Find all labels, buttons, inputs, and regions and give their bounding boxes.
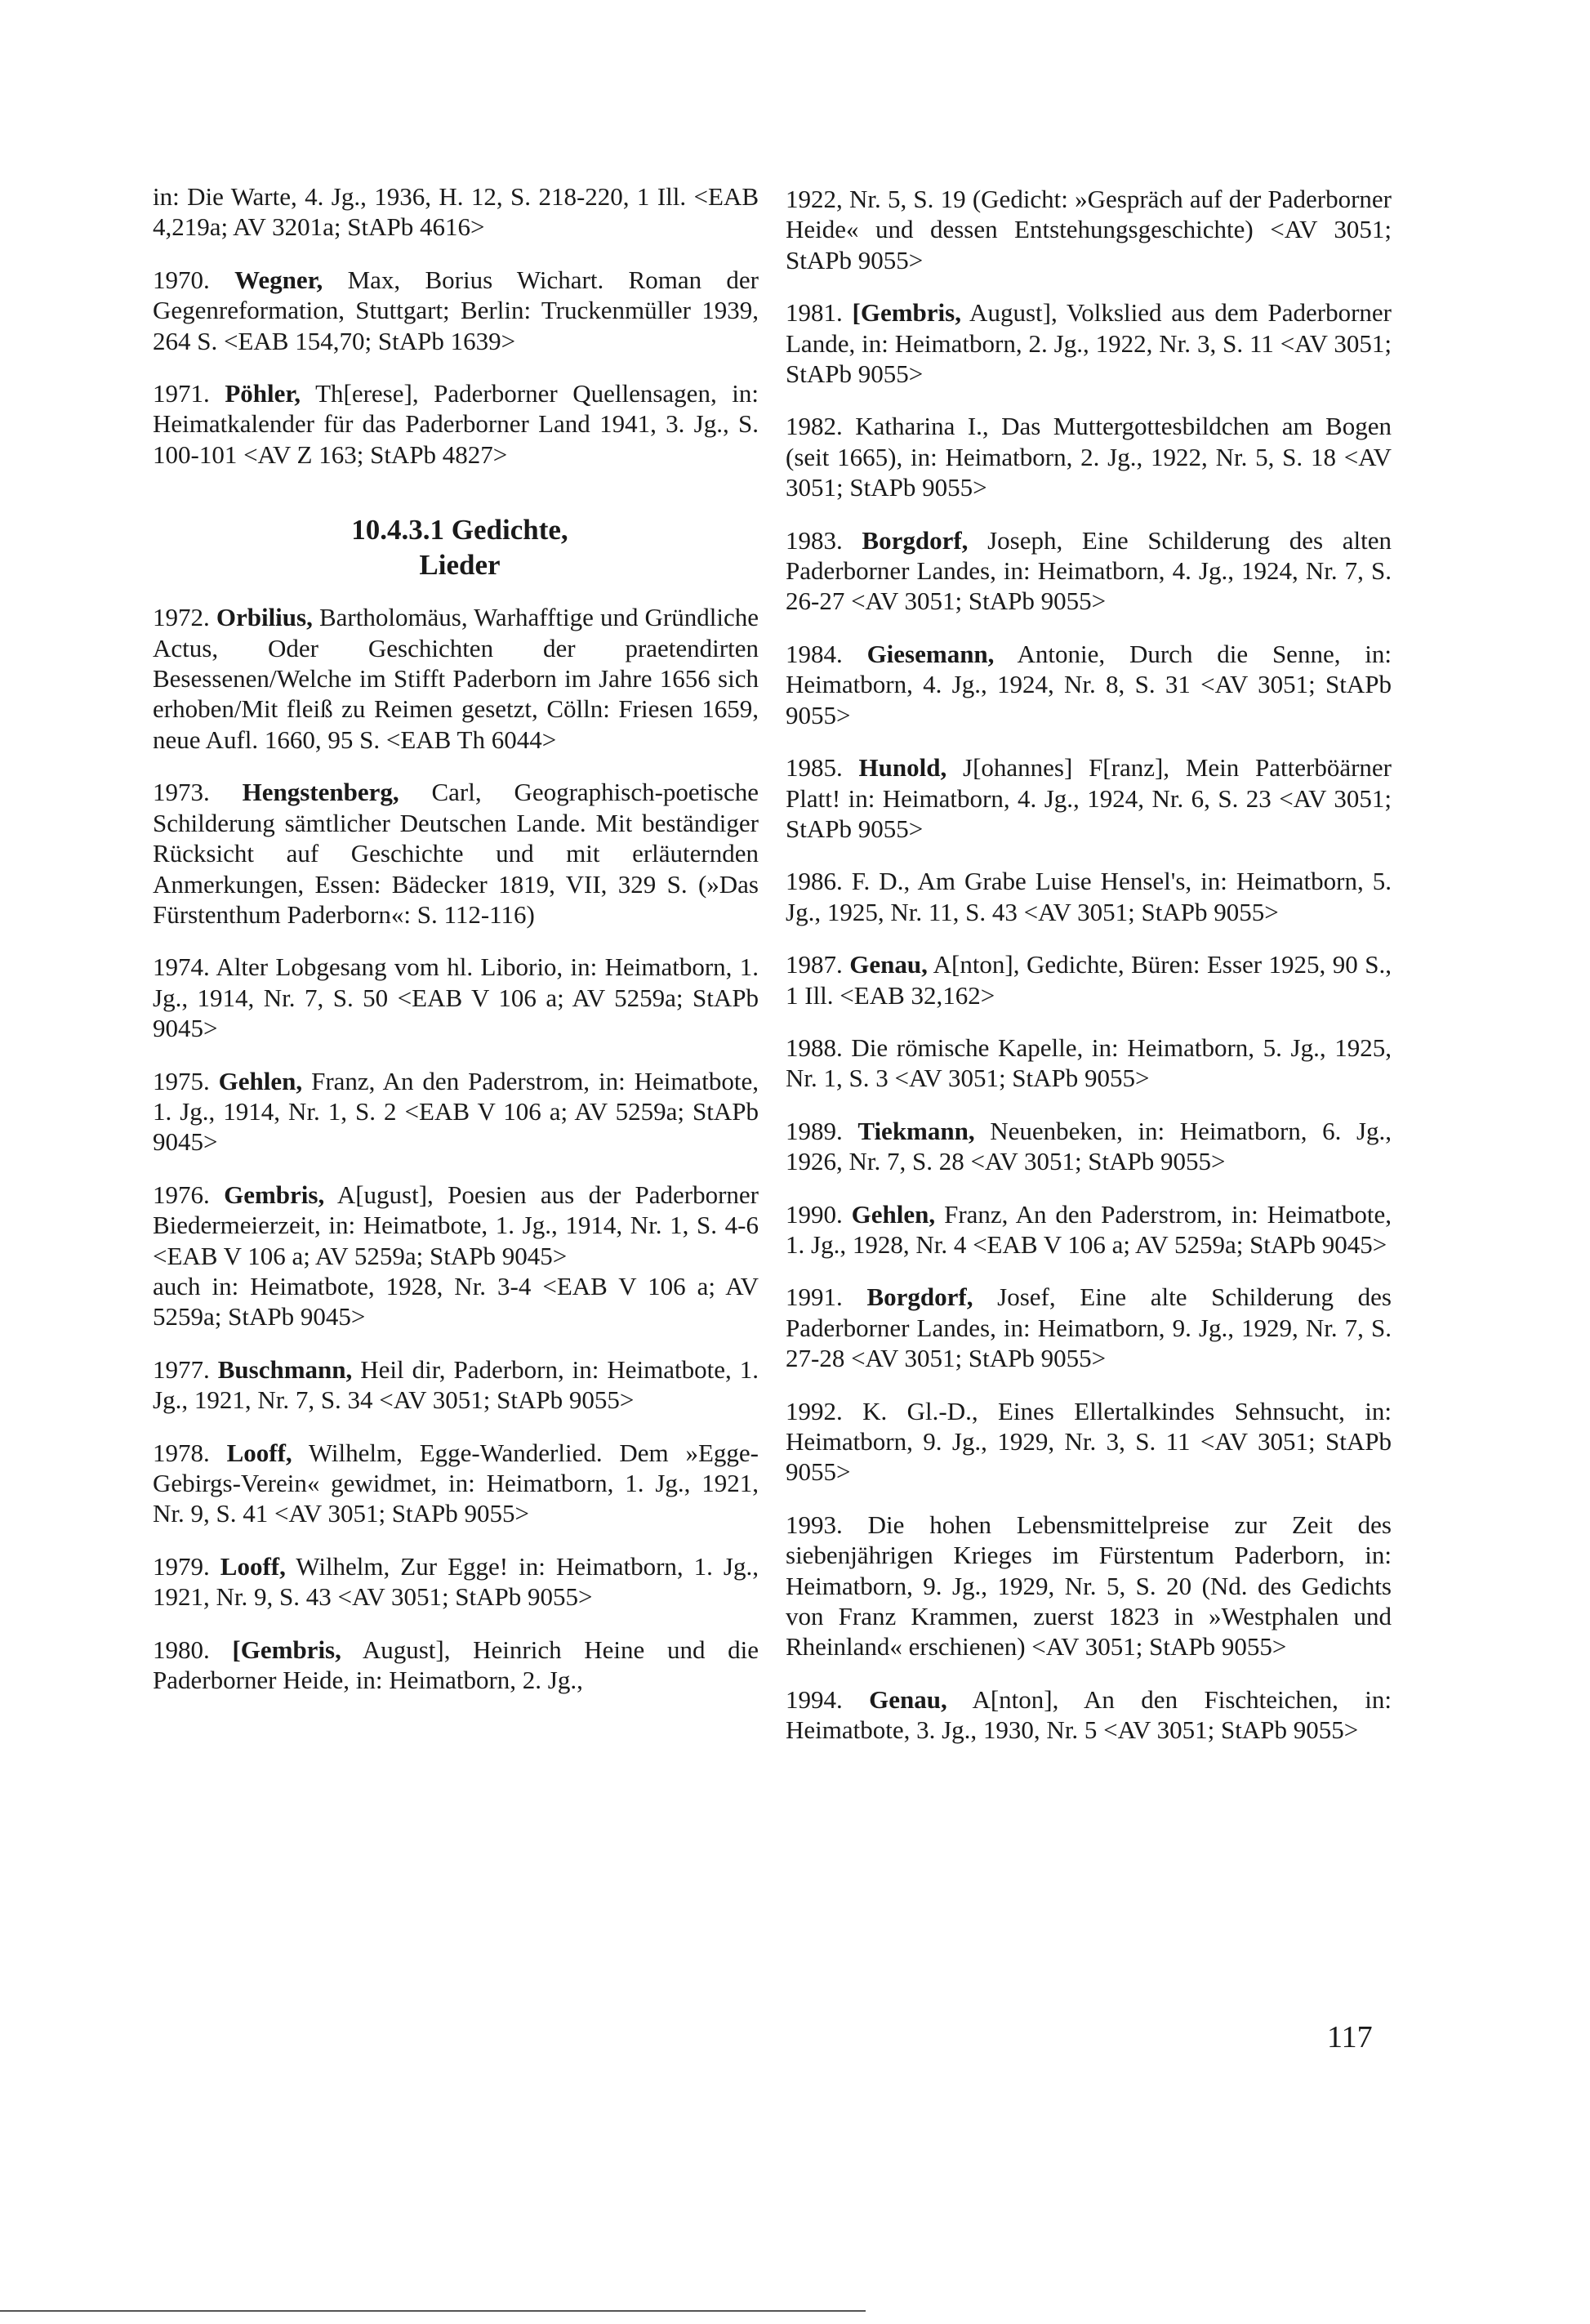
entry-continuation <box>153 181 759 243</box>
entry-author: Buschmann, <box>217 1354 353 1384</box>
entry-1989 <box>786 1116 1392 1177</box>
entry-text: Die hohen Lebensmittelpreise zur Zeit des siebenjährigen Krieges im Fürstentum Paderborn, in: Heimatborn, 9. Jg., 1929, Nr. 5, S. 20 (Nd. des Gedichts von Franz Krammen, zuerst 1823 in »Westphalen und Rheinland« erschienen) <AV 3051; StAPb 9055> <box>786 1510 1392 1662</box>
entry-author: [Gembris, <box>852 298 961 328</box>
entry-1991 <box>786 1282 1392 1373</box>
entry-number: 1978. <box>153 1438 227 1467</box>
entry-text: Max, Borius Wichart. Roman der Gegenreformation, Stuttgart; Berlin: Truckenmüller 1939, 264 S. <EAB 154,70; StAPb 1639> <box>153 265 759 355</box>
entry-text: Joseph, Eine Schilderung des alten Paderborner Landes, in: Heimatborn, 4. Jg., 1924, Nr. 7, S. 26-27 <AV 3051; StAPb 9055> <box>786 525 1392 616</box>
entry-1978 <box>153 1438 759 1529</box>
section-heading-line-1: 10.4.3.1 Gedichte, <box>351 514 568 546</box>
entry-text: Franz, An den Paderstrom, in: Heimatbote, 1. Jg., 1928, Nr. 4 <EAB V 106 a; AV 5259a; StAPb 9045> <box>786 1199 1392 1259</box>
entry-text: 1922, Nr. 5, S. 19 (Gedicht: »Gespräch auf der Paderborner Heide« und dessen Entstehungsgeschichte) <AV 3051; StAPb 9055> <box>786 185 1392 274</box>
entry-number: 1975. <box>153 1066 219 1095</box>
entry-number: 1987. <box>786 950 850 979</box>
entry-1979 <box>153 1551 759 1613</box>
entry-text: Die römische Kapelle, in: Heimatborn, 5. Jg., 1925, Nr. 1, S. 3 <AV 3051; StAPb 9055> <box>786 1033 1392 1093</box>
entry-text: A[ugust], Poesien aus der Paderborner Biedermeierzeit, in: Heimatbote, 1. Jg., 1914, Nr. 1, S. 4-6 <EAB V 106 a; AV 5259a; StAPb 9045> <box>153 1180 759 1270</box>
entry-1973 <box>153 777 759 930</box>
right-column <box>786 184 1392 1746</box>
entry-number: 1983. <box>786 525 862 555</box>
entry-number: 1988. <box>786 1033 852 1062</box>
entry-text: Bartholomäus, Warhafftige und Gründliche Actus, Oder Geschichten der praetendirten Besessenen/Welche im Stifft Paderborn im Jahre 1656 sich erhoben/Mit fleiß zu Reimen gesetzt, Cölln: Friesen 1659, neue Aufl. 1660, 95 S. <EAB Th 6044> <box>153 603 759 754</box>
entry-author: Giesemann, <box>866 639 995 668</box>
entry-1977 <box>153 1354 759 1416</box>
entry-1974 <box>153 952 759 1043</box>
entry-text: Neuenbeken, in: Heimatborn, 6. Jg., 1926, Nr. 7, S. 28 <AV 3051; StAPb 9055> <box>786 1116 1392 1176</box>
entry-text: Carl, Geographisch-poetische Schilderung sämtlicher Deutschen Lande. Mit beständiger Rücksicht auf Geschichte und mit erläuternden Anmerkungen, Essen: Bädecker 1819, VII, 329 S. (»Das Fürstenthum Paderborn«: S. 112-116) <box>153 778 759 929</box>
entry-text: Josef, Eine alte Schilderung des Paderborner Landes, in: Heimatborn, 9. Jg., 1929, Nr. 7, S. 27-28 <AV 3051; StAPb 9055> <box>786 1282 1392 1373</box>
entry-author: Gehlen, <box>218 1066 303 1095</box>
entry-1993 <box>786 1510 1392 1662</box>
entry-number: 1974. <box>153 952 216 982</box>
entry-1980 <box>153 1635 759 1696</box>
entry-text: Wilhelm, Zur Egge! in: Heimatborn, 1. Jg., 1921, Nr. 9, S. 43 <AV 3051; StAPb 9055> <box>153 1551 759 1612</box>
entry-1985 <box>786 752 1392 844</box>
entry-text: Heil dir, Paderborn, in: Heimatbote, 1. Jg., 1921, Nr. 7, S. 34 <AV 3051; StAPb 9055> <box>153 1354 759 1415</box>
entry-author: Hunold, <box>858 753 947 783</box>
entry-text: Antonie, Durch die Senne, in: Heimatborn, 4. Jg., 1924, Nr. 8, S. 31 <AV 3051; StAPb 9055> <box>786 639 1392 729</box>
entry-number: 1984. <box>786 639 867 668</box>
entry-number: 1989. <box>786 1116 858 1145</box>
entry-author: Genau, <box>869 1684 947 1714</box>
section-heading-line-2: Lieder <box>419 549 501 582</box>
entry-text: F. D., Am Grabe Luise Hensel's, in: Heimatborn, 5. Jg., 1925, Nr. 11, S. 43 <AV 3051; StAPb 9055> <box>786 867 1392 926</box>
entry-text: Katharina I., Das Muttergottesbildchen am Bogen (seit 1665), in: Heimatborn, 2. Jg., 1922, Nr. 5, S. 18 <AV 3051; StAPb 9055> <box>786 412 1392 502</box>
entry-continuation <box>786 184 1392 275</box>
entry-text: August], Heinrich Heine und die Paderborner Heide, in: Heimatborn, 2. Jg., <box>153 1635 759 1695</box>
entry-text: August], Volkslied aus dem Paderborner Lande, in: Heimatborn, 2. Jg., 1922, Nr. 3, S. 11 <AV 3051; StAPb 9055> <box>786 298 1392 389</box>
section-heading <box>153 512 759 582</box>
entry-number: 1977. <box>153 1354 218 1384</box>
entry-1976 <box>153 1180 759 1332</box>
entry-number: 1982. <box>786 412 856 441</box>
entry-text: Alter Lobgesang vom hl. Liborio, in: Heimatborn, 1. Jg., 1914, Nr. 7, S. 50 <EAB V 106 a; AV 5259a; StAPb 9045> <box>153 952 759 1043</box>
entry-1975 <box>153 1066 759 1158</box>
entry-1981 <box>786 297 1392 389</box>
entry-number: 1992. <box>786 1396 863 1425</box>
entry-author: Gehlen, <box>851 1199 936 1229</box>
entry-author: Borgdorf, <box>866 1282 973 1312</box>
page-number: 117 <box>1327 2020 1373 2054</box>
entry-1983 <box>786 525 1392 617</box>
entry-number: 1973. <box>153 778 243 807</box>
entry-author: Looff, <box>220 1551 286 1581</box>
entry-number: 1972. <box>153 603 216 632</box>
entry-1992 <box>786 1396 1392 1488</box>
entry-1982 <box>786 411 1392 502</box>
entry-text: K. Gl.-D., Eines Ellertalkindes Sehnsucht, in: Heimatborn, 9. Jg., 1929, Nr. 3, S. 11 <AV 3051; StAPb 9055> <box>786 1396 1392 1487</box>
entry-1984 <box>786 639 1392 730</box>
entry-text: Franz, An den Paderstrom, in: Heimatbote, 1. Jg., 1914, Nr. 1, S. 2 <EAB V 106 a; AV 5259a; StAPb 9045> <box>153 1066 759 1157</box>
entry-1986 <box>786 866 1392 927</box>
entry-number: 1981. <box>786 298 853 328</box>
entry-text: A[nton], Gedichte, Büren: Esser 1925, 90 S., 1 Ill. <EAB 32,162> <box>786 950 1392 1010</box>
entry-author: Genau, <box>849 950 928 979</box>
left-column <box>153 181 759 1695</box>
entry-author: Tiekmann, <box>857 1116 975 1145</box>
entry-author: Gembris, <box>224 1180 325 1209</box>
entry-author: Wegner, <box>234 265 323 294</box>
entry-text: in: Die Warte, 4. Jg., 1936, H. 12, S. 218-220, 1 Ill. <EAB 4,219a; AV 3201a; StAPb 4616> <box>153 182 759 242</box>
entry-1972 <box>153 602 759 755</box>
entry-number: 1979. <box>153 1551 220 1581</box>
entry-text: Th[erese], Paderborner Quellensagen, in: Heimatkalender für das Paderborner Land 1941, 3. Jg., S. 100-101 <AV Z 163; StAPb 4827> <box>153 379 759 469</box>
entry-number: 1976. <box>153 1180 225 1209</box>
entry-number: 1991. <box>786 1282 867 1312</box>
entry-author: Borgdorf, <box>862 525 969 555</box>
entry-1987 <box>786 949 1392 1010</box>
entry-number: 1985. <box>786 753 859 783</box>
entry-text: A[nton], An den Fischteichen, in: Heimatbote, 3. Jg., 1930, Nr. 5 <AV 3051; StAPb 9055> <box>786 1684 1392 1745</box>
entry-1994 <box>786 1684 1392 1746</box>
entry-author: Hengstenberg, <box>242 778 399 807</box>
entry-text: Wilhelm, Egge-Wanderlied. Dem »Egge-Gebirgs-Verein« gewidmet, in: Heimatborn, 1. Jg., 1921, Nr. 9, S. 41 <AV 3051; StAPb 9055> <box>153 1438 759 1528</box>
entry-1988 <box>786 1033 1392 1094</box>
entry-1990 <box>786 1199 1392 1260</box>
entry-number: 1993. <box>786 1510 868 1539</box>
bottom-scan-edge-divider <box>0 2310 866 2312</box>
entry-author: [Gembris, <box>232 1635 341 1664</box>
entry-1971 <box>153 378 759 470</box>
entry-text: J[ohannes] F[ranz], Mein Patterböärner Platt! in: Heimatborn, 4. Jg., 1924, Nr. 6, S. 23 <AV 3051; StAPb 9055> <box>786 753 1392 843</box>
entry-number: 1994. <box>786 1684 870 1714</box>
entry-number: 1990. <box>786 1199 852 1229</box>
entry-number: 1980. <box>153 1635 233 1664</box>
entry-number: 1970. <box>153 265 235 294</box>
entry-author: Orbilius, <box>216 603 313 632</box>
entry-author: Looff, <box>226 1438 292 1467</box>
entry-1970 <box>153 265 759 356</box>
entry-text-continued: auch in: Heimatbote, 1928, Nr. 3-4 <EAB V 106 a; AV 5259a; StAPb 9045> <box>153 1271 759 1332</box>
entry-author: Pöhler, <box>225 379 301 408</box>
entry-number: 1971. <box>153 379 225 408</box>
entry-number: 1986. <box>786 867 852 896</box>
